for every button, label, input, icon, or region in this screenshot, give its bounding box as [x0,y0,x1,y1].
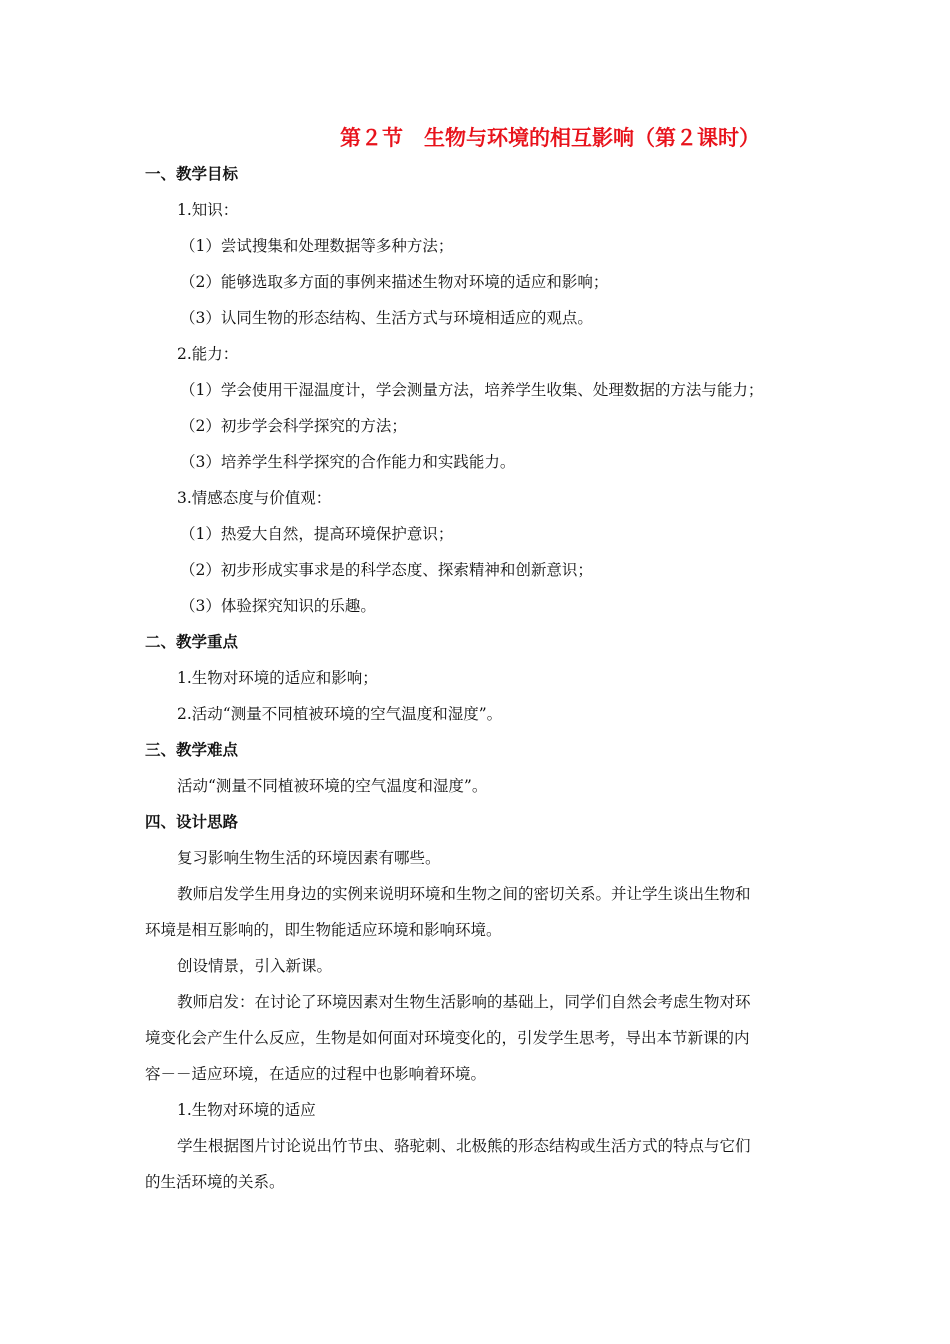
design-paragraph-6-line-2: 的生活环境的关系。 [145,1173,285,1191]
design-paragraph-3: 创设情景，引入新课。 [177,957,333,975]
emotion-item-2: （2）初步形成实事求是的科学态度、探索精神和创新意识； [180,561,593,579]
design-paragraph-4-line-2: 境变化会产生什么反应，生物是如何面对环境变化的，引发学生思考，导出本节新课的内 [145,1029,750,1047]
design-paragraph-5: 1.生物对环境的适应 [177,1101,316,1119]
section-heading-difficulties: 三、教学难点 [145,741,239,759]
knowledge-item-1: （1）尝试搜集和处理数据等多种方法； [180,237,454,255]
section-heading-keypoints: 二、教学重点 [145,633,239,651]
design-paragraph-1: 复习影响生物生活的环境因素有哪些。 [177,849,441,867]
difficulty-1: 活动“测量不同植被环境的空气温度和湿度”。 [177,777,488,795]
section-heading-design: 四、设计思路 [145,813,239,831]
design-paragraph-6-line-1: 学生根据图片讨论说出竹节虫、骆驼刺、北极熊的形态结构或生活方式的特点与它们 [177,1137,751,1155]
design-paragraph-4-line-1: 教师启发：在讨论了环境因素对生物生活影响的基础上，同学们自然会考虑生物对环 [177,993,751,1011]
emotion-item-1: （1）热爱大自然，提高环境保护意识； [180,525,454,543]
knowledge-item-3: （3）认同生物的形态结构、生活方式与环境相适应的观点。 [180,309,593,327]
ability-item-2: （2）初步学会科学探究的方法； [180,417,407,435]
ability-item-3: （3）培养学生科学探究的合作能力和实践能力。 [180,453,516,471]
design-paragraph-2-line-1: 教师启发学生用身边的实例来说明环境和生物之间的密切关系。并让学生谈出生物和 [177,885,751,903]
emotion-label: 3.情感态度与价值观： [177,489,332,507]
knowledge-label: 1.知识： [177,201,239,219]
keypoint-1: 1.生物对环境的适应和影响； [177,669,378,687]
keypoint-2: 2.活动“测量不同植被环境的空气温度和湿度”。 [177,705,503,723]
design-paragraph-4-line-3: 容－－适应环境，在适应的过程中也影响着环境。 [145,1065,487,1083]
section-heading-goals: 一、教学目标 [145,165,239,183]
document-body [145,156,810,1200]
document-title: 第２节 生物与环境的相互影响（第２课时） [340,126,760,150]
design-paragraph-2-line-2: 环境是相互影响的，即生物能适应环境和影响环境。 [145,921,502,939]
knowledge-item-2: （2）能够选取多方面的事例来描述生物对环境的适应和影响； [180,273,609,291]
ability-item-1: （1）学会使用干湿温度计，学会测量方法，培养学生收集、处理数据的方法与能力； [180,381,764,399]
emotion-item-3: （3）体验探究知识的乐趣。 [180,597,376,615]
ability-label: 2.能力： [177,345,239,363]
